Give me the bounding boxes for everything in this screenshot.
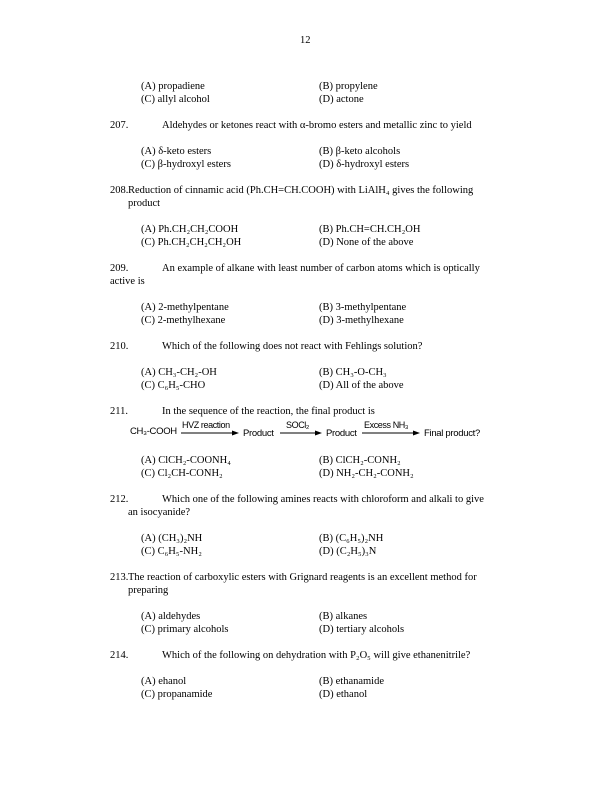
reaction-arrow-2 bbox=[280, 420, 322, 436]
reaction-arrow-1 bbox=[181, 420, 239, 436]
arrow-1-icon bbox=[181, 430, 239, 436]
reagent-2-label: SOCl₂ bbox=[286, 420, 309, 430]
q208-option-a: (A) Ph.CH₂CH₂COOH bbox=[141, 224, 239, 235]
q211-option-d: (D) NH₂-CH₂-CONH₂ bbox=[319, 468, 414, 479]
q206-option-b: (B) propylene bbox=[319, 81, 378, 92]
reagent-3-label: Excess NH₃ bbox=[364, 420, 409, 430]
q210-number: 210. bbox=[110, 341, 129, 352]
q208-stem-line2: product bbox=[128, 198, 161, 209]
q209-number: 209. bbox=[110, 263, 129, 274]
q212-option-a: (A) (CH₃)₂NH bbox=[141, 533, 203, 544]
arrow-3-icon bbox=[362, 430, 420, 436]
q208-option-d: (D) None of the above bbox=[319, 237, 414, 248]
q211-number: 211. bbox=[110, 406, 128, 417]
q208-option-c: (C) Ph.CH₂CH₂CH₂OH bbox=[141, 237, 242, 248]
q212-stem-line2: an isocyanide? bbox=[128, 507, 191, 518]
q210-option-a: (A) CH₃-CH₂-OH bbox=[141, 367, 217, 378]
reaction-arrow-3 bbox=[362, 420, 420, 436]
q209-option-b: (B) 3-methylpentane bbox=[319, 302, 407, 313]
q213-stem-line2: preparing bbox=[128, 585, 169, 596]
arrow-2-icon bbox=[280, 430, 322, 436]
q207-number: 207. bbox=[110, 120, 129, 131]
q212-stem-line1: Which one of the following amines reacts with chloroform and alkali to give bbox=[162, 494, 484, 505]
q211-stem: In the sequence of the reaction, the final product is bbox=[162, 406, 375, 417]
q206-option-a: (A) propadiene bbox=[141, 81, 205, 92]
page-number: 12 bbox=[300, 35, 311, 46]
q210-option-c: (C) C₆H₅-CHO bbox=[141, 380, 206, 391]
q209-option-c: (C) 2-methylhexane bbox=[141, 315, 226, 326]
q210-stem: Which of the following does not react with Fehlings solution? bbox=[162, 341, 423, 352]
q208-number: 208. bbox=[110, 185, 129, 196]
q206-option-d: (D) actone bbox=[319, 94, 364, 105]
q213-option-c: (C) primary alcohols bbox=[141, 624, 229, 635]
q214-option-d: (D) ethanol bbox=[319, 689, 368, 700]
q208-stem-line1: Reduction of cinnamic acid (Ph.CH=CH.COOH) with LiAlH₄ gives the following bbox=[128, 185, 474, 196]
q212-option-d: (D) (C₂H₅)₃N bbox=[319, 546, 377, 557]
q206-option-c: (C) allyl alcohol bbox=[141, 94, 210, 105]
q207-stem: Aldehydes or ketones react with α-bromo esters and metallic zinc to yield bbox=[162, 120, 472, 131]
scheme-product-2: Product bbox=[326, 428, 357, 439]
q210-option-b: (B) CH₃-O-CH₃ bbox=[319, 367, 387, 378]
q207-option-b: (B) β-keto alcohols bbox=[319, 146, 401, 157]
q213-option-b: (B) alkanes bbox=[319, 611, 368, 622]
q211-option-a: (A) ClCH₂-COONH₄ bbox=[141, 455, 231, 466]
q212-option-c: (C) C₆H₅-NH₂ bbox=[141, 546, 202, 557]
q209-option-a: (A) 2-methylpentane bbox=[141, 302, 229, 313]
q207-option-c: (C) β-hydroxyl esters bbox=[141, 159, 231, 170]
q213-stem-line1: The reaction of carboxylic esters with Grignard reagents is an excellent method for bbox=[128, 572, 477, 583]
q214-number: 214. bbox=[110, 650, 129, 661]
scheme-product-1: Product bbox=[243, 428, 274, 439]
scheme-start-compound: CH₃-COOH bbox=[130, 426, 177, 437]
q207-option-d: (D) δ-hydroxyl esters bbox=[319, 159, 410, 170]
q214-option-c: (C) propanamide bbox=[141, 689, 213, 700]
scheme-final-product: Final product? bbox=[424, 428, 481, 439]
q213-option-d: (D) tertiary alcohols bbox=[319, 624, 405, 635]
q211-option-b: (B) ClCH₂-CONH₂ bbox=[319, 455, 401, 466]
reagent-1-label: HVZ reaction bbox=[182, 420, 230, 430]
q209-stem-line2: active is bbox=[110, 276, 145, 287]
q214-option-b: (B) ethanamide bbox=[319, 676, 385, 687]
q213-number: 213. bbox=[110, 572, 129, 583]
q212-number: 212. bbox=[110, 494, 129, 505]
q208-option-b: (B) Ph.CH=CH.CH₂OH bbox=[319, 224, 421, 235]
q214-stem: Which of the following on dehydration with P₂O₅ will give ethanenitrile? bbox=[162, 650, 471, 661]
q210-option-d: (D) All of the above bbox=[319, 380, 404, 391]
q213-option-a: (A) aldehydes bbox=[141, 611, 201, 622]
q214-option-a: (A) ehanol bbox=[141, 676, 187, 687]
q211-option-c: (C) Cl₂CH-CONH₂ bbox=[141, 468, 223, 479]
q209-stem-line1: An example of alkane with least number of carbon atoms which is optically bbox=[162, 263, 480, 274]
q207-option-a: (A) δ-keto esters bbox=[141, 146, 212, 157]
q209-option-d: (D) 3-methylhexane bbox=[319, 315, 404, 326]
q212-option-b: (B) (C₆H₅)₂NH bbox=[319, 533, 384, 544]
